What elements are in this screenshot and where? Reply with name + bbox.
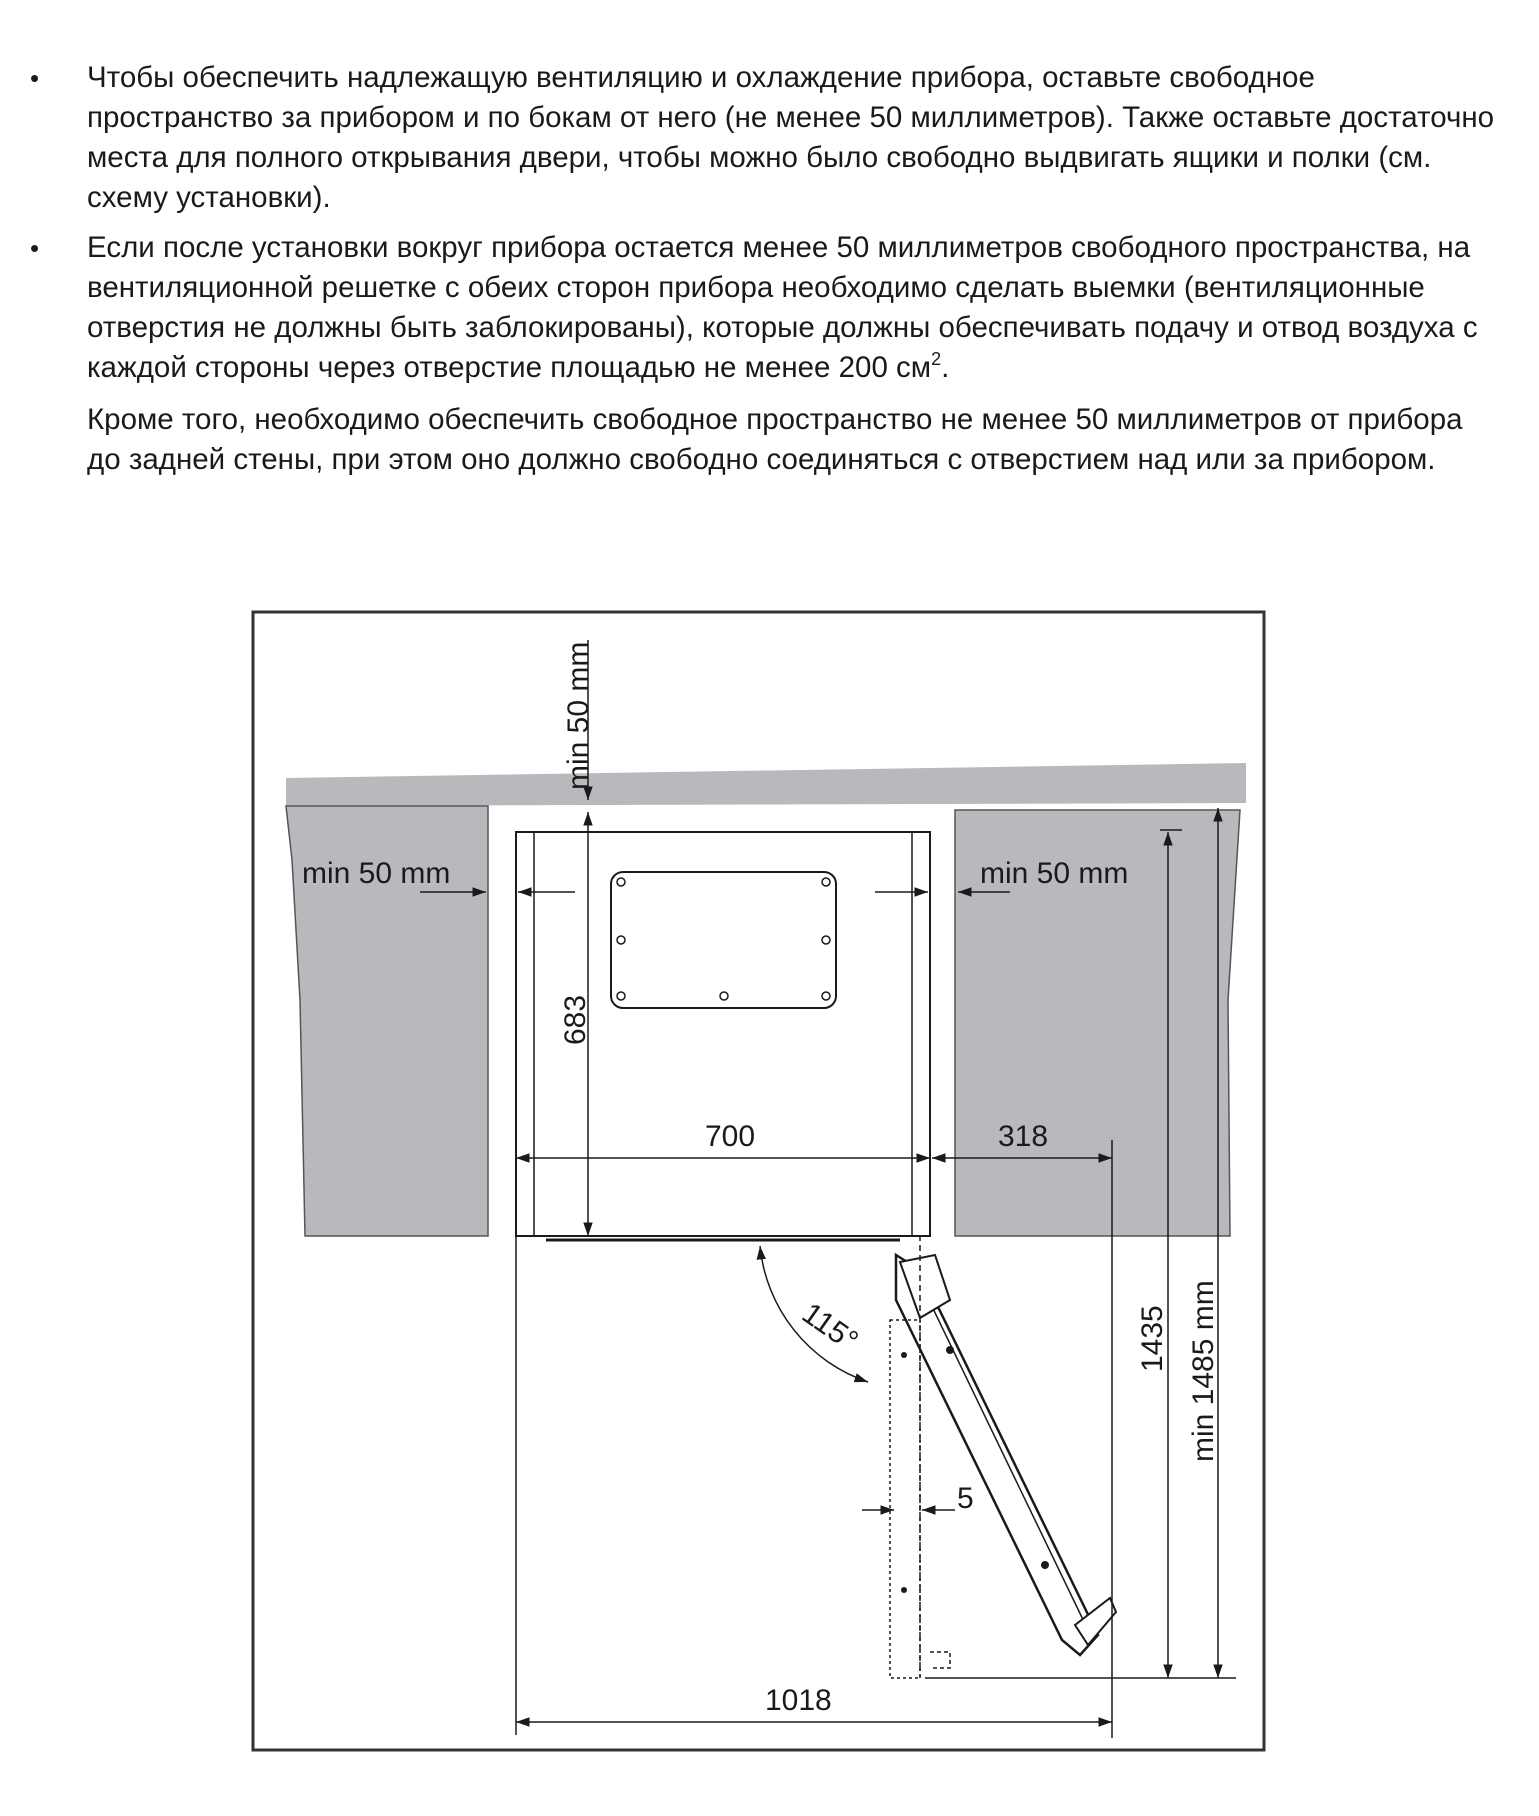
dim-left-gap: min 50 mm	[302, 857, 451, 890]
dim-right-gap: min 50 mm	[980, 857, 1129, 890]
superscript-2: 2	[931, 349, 942, 369]
rear-wall	[286, 763, 1246, 806]
dim-total-width: 1018	[765, 1684, 832, 1717]
dim-handle-gap: 5	[957, 1482, 974, 1515]
cutout-note-text: Если после установки вокруг прибора остается менее 50 миллиметров свободного пространства, на вентиляционной решетке с обеих сторон прибора необходимо сделать выемки (вентиляционные отверстия не должны быть заблокированы), которые должны обеспечивать подачу и отвод воздуха с каждой стороны через отверстие площадью не менее 200 см	[87, 231, 1478, 384]
open-door	[896, 1255, 1116, 1655]
cutout-note-end: .	[941, 351, 950, 384]
rear-gap-note: Кроме того, необходимо обеспечить свободное пространство не менее 50 миллиметров от прибора до задней стены, при этом оно должно свободно соединяться с отверстием над или за прибором.	[87, 403, 1463, 476]
dim-side-clearance: 318	[998, 1120, 1049, 1153]
dim-total-depth: 1435	[1136, 1305, 1169, 1372]
bullet-dot: •	[30, 233, 40, 263]
dim-width: 700	[705, 1120, 756, 1153]
ventilation-note: Чтобы обеспечить надлежащую вентиляцию и охлаждение прибора, оставьте свободное пространство за прибором и по бокам от него (не менее 50 миллиметров). Также оставьте достаточно места для полного открывания двери, чтобы можно было свободно выдвигать ящики и полки (см. схему установки).	[87, 61, 1495, 214]
dim-top-gap: min 50 mm	[562, 641, 595, 790]
dim-depth: 683	[559, 994, 592, 1045]
dim-door-angle: 115°	[795, 1296, 864, 1359]
dim-min-total-depth: min 1485 mm	[1187, 1280, 1220, 1462]
bullet-dot: •	[30, 63, 40, 93]
